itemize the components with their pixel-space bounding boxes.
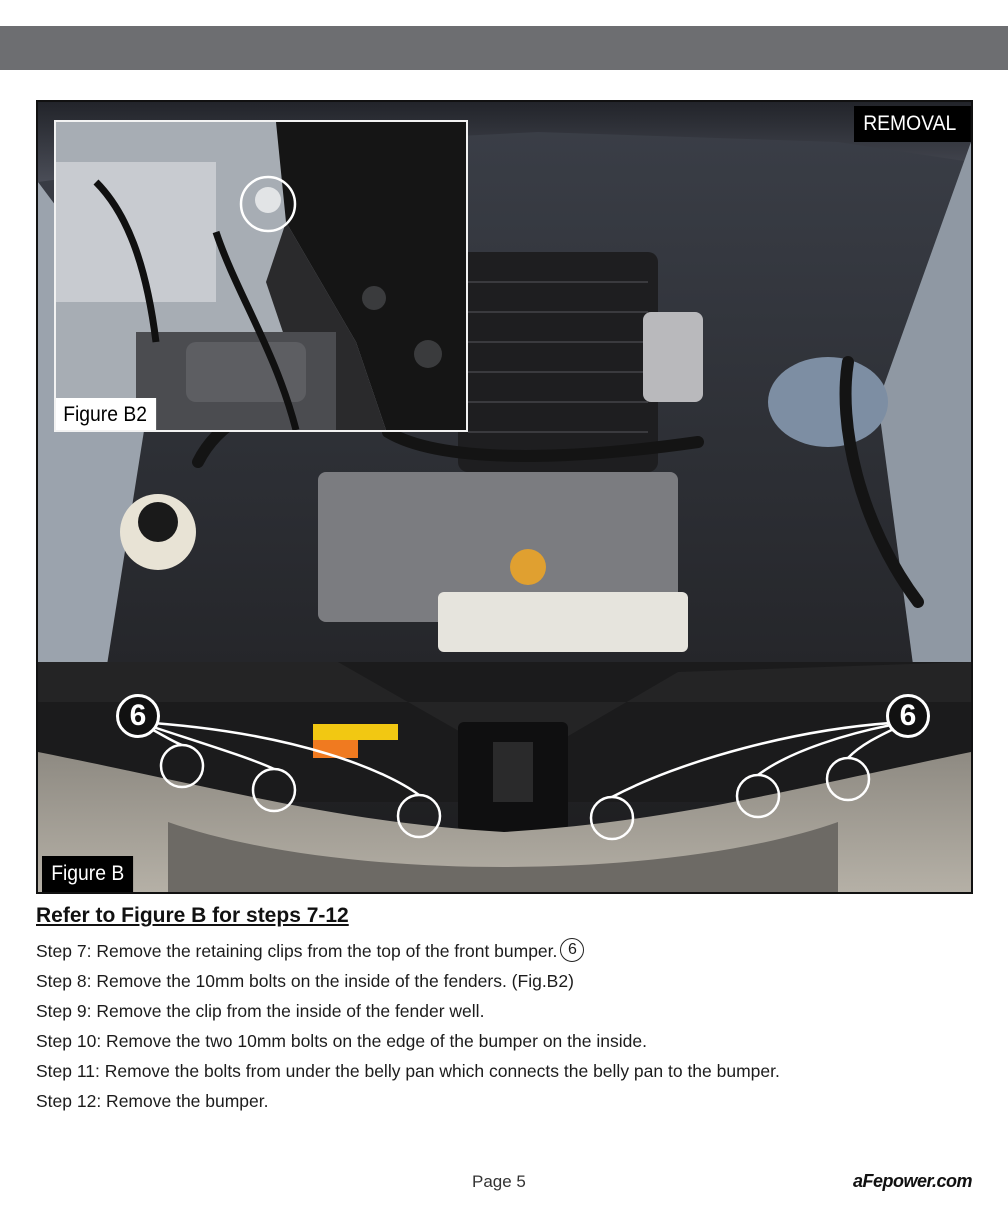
step-item: Step 9: Remove the clip from the inside of the fender well.	[36, 1001, 485, 1021]
section-heading: Refer to Figure B for steps 7-12	[36, 904, 349, 927]
page-number: Page 5	[472, 1172, 526, 1191]
figure-b-label: Figure B	[42, 856, 133, 892]
removal-label: REMOVAL	[854, 106, 971, 142]
step-item: Step 10: Remove the two 10mm bolts on the edge of the bumper on the inside.	[36, 1031, 647, 1051]
header-bar	[0, 26, 1008, 70]
figure-b2-label: Figure B2	[54, 398, 156, 432]
website-url: aFepower.com	[852, 1171, 972, 1191]
callout-6-right: 6	[886, 694, 930, 738]
callout-6-left: 6	[116, 694, 160, 738]
step-item: Step 11: Remove the bolts from under the belly pan which connects the belly pan to the bumper.	[36, 1061, 780, 1081]
step-item: Step 8: Remove the 10mm bolts on the inside of the fenders. (Fig.B2)	[36, 971, 574, 991]
steps-list	[36, 936, 976, 1116]
step-item: Step 7: Remove the retaining clips from the top of the front bumper. 6	[36, 936, 976, 966]
callout-6-inline: 6	[560, 938, 584, 962]
fender-closeup-illustration	[56, 122, 466, 430]
figure-b-photo	[36, 100, 973, 894]
figure-b2-inset	[54, 120, 468, 432]
step-item: Step 12: Remove the bumper.	[36, 1091, 269, 1111]
